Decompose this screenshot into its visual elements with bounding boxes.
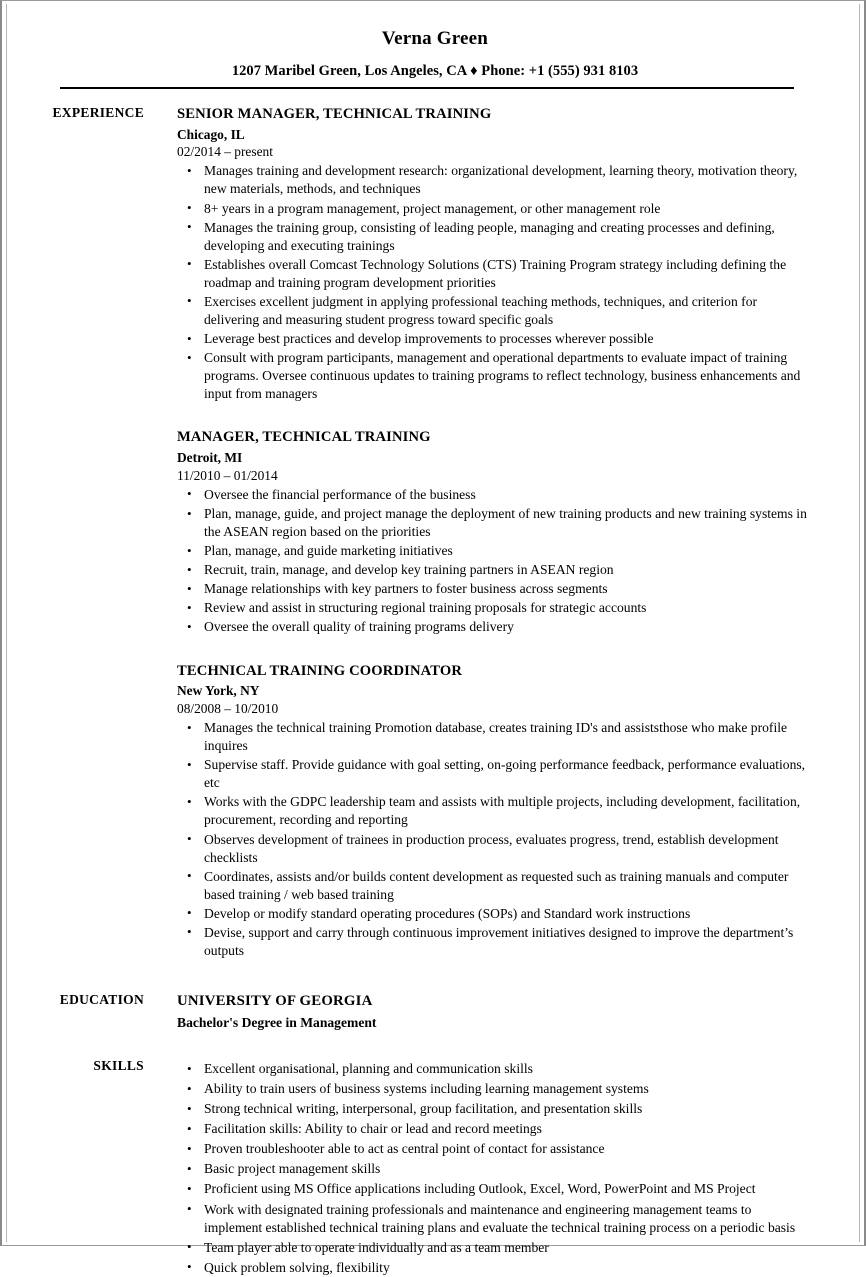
skills-body: [150, 1058, 850, 1277]
skill-item: • Proficient using MS Office applications including Outlook, Excel, Word, PowerPoint and MS Project: [177, 1180, 810, 1198]
education-degree: Bachelor's Degree in Management: [177, 1015, 377, 1031]
skill-item: • Quick problem solving, flexibility: [177, 1259, 810, 1277]
section-skills: [20, 1058, 850, 1277]
skill-item: • Excellent organisational, planning and communication skills: [177, 1060, 810, 1078]
job-title: SENIOR MANAGER, TECHNICAL TRAINING: [177, 105, 492, 122]
job-dates: 08/2008 – 10/2010: [177, 700, 279, 716]
section-education: [20, 992, 850, 1032]
skill-item: • Proven troubleshooter able to act as central point of contact for assistance: [177, 1140, 810, 1158]
resume-header: [20, 1, 850, 89]
job-responsibility-list: [177, 486, 810, 637]
job-responsibility-item: • Oversee the overall quality of training programs delivery: [177, 618, 810, 636]
skill-item: • Work with designated training professionals and maintenance and engineering management teams to implement established technical training plans and evaluate the technical training process on a periodic basis: [177, 1201, 810, 1237]
job-responsibility-item: • Establishes overall Comcast Technology Solutions (CTS) Training Program strategy including defining the roadmap and training program development priorities: [177, 256, 810, 292]
job-responsibility-item: • 8+ years in a program management, project management, or other management role: [177, 200, 810, 218]
job-responsibility-item: • Manages the technical training Promotion database, creates training ID's and assiststhose who make profile inquires: [177, 719, 810, 755]
job-responsibility-item: • Exercises excellent judgment in applying professional teaching methods, techniques, and criterion for delivering and measuring student progress toward specific goals: [177, 293, 810, 329]
job-responsibility-item: • Devise, support and carry through continuous improvement initiatives designed to improve the department’s outputs: [177, 924, 810, 960]
candidate-name: Verna Green: [381, 28, 489, 49]
job-responsibility-item: • Consult with program participants, management and operational departments to evaluate impact of training programs. Oversee continuous updates to training programs to reflect technology, business enhancements and input from managers: [177, 349, 810, 403]
job-responsibility-item: • Oversee the financial performance of the business: [177, 486, 810, 504]
job-location: New York, NY: [177, 683, 260, 699]
skill-item: • Ability to train users of business systems including learning management systems: [177, 1080, 810, 1098]
job-responsibility-item: • Develop or modify standard operating procedures (SOPs) and Standard work instructions: [177, 905, 810, 923]
job-responsibility-list: [177, 719, 810, 960]
resume-content: [2, 1, 864, 1277]
job-location: Chicago, IL: [177, 126, 245, 142]
job-responsibility-item: • Manage relationships with key partners to foster business across segments: [177, 580, 810, 598]
job-responsibility-item: • Coordinates, assists and/or builds content development as requested such as training manuals and computer based training / web based training: [177, 868, 810, 904]
job-responsibility-item: • Supervise staff. Provide guidance with goal setting, on-going performance feedback, performance evaluations, etc: [177, 756, 810, 792]
job-dates: 02/2014 – present: [177, 143, 273, 159]
experience-job: [177, 105, 810, 404]
job-responsibility-list: [177, 162, 810, 403]
job-responsibility-item: • Plan, manage, guide, and project manage the deployment of new training products and new training systems in the ASEAN region based on the priorities: [177, 505, 810, 541]
job-responsibility-item: • Recruit, train, manage, and develop key training partners in ASEAN region: [177, 561, 810, 579]
job-responsibility-item: • Observes development of trainees in production process, evaluates progress, trend, establish development checklists: [177, 831, 810, 867]
job-title: TECHNICAL TRAINING COORDINATOR: [177, 662, 463, 679]
header-divider: [60, 87, 794, 89]
skill-item: • Strong technical writing, interpersonal, group facilitation, and presentation skills: [177, 1100, 810, 1118]
job-title: MANAGER, TECHNICAL TRAINING: [177, 429, 431, 446]
section-label-experience: EXPERIENCE: [52, 104, 144, 120]
experience-job: [177, 662, 810, 961]
job-responsibility-item: • Plan, manage, and guide marketing initiatives: [177, 542, 810, 560]
skills-list: [177, 1060, 810, 1277]
education-body: [150, 992, 850, 1032]
job-responsibility-item: • Review and assist in structuring regional training proposals for strategic accounts: [177, 599, 810, 617]
skill-item: • Basic project management skills: [177, 1160, 810, 1178]
job-responsibility-item: • Leverage best practices and develop improvements to processes wherever possible: [177, 330, 810, 348]
candidate-contact-line: 1207 Maribel Green, Los Angeles, CA ♦ Phone: +1 (555) 931 8103: [231, 62, 639, 79]
job-responsibility-item: • Manages training and development research: organizational development, learning theory, motivation theory, new materials, methods, and techniques: [177, 162, 810, 198]
job-location: Detroit, MI: [177, 450, 243, 466]
section-label-skills: SKILLS: [93, 1058, 144, 1073]
skill-item: • Facilitation skills: Ability to chair or lead and record meetings: [177, 1120, 810, 1138]
education-school: UNIVERSITY OF GEORGIA: [177, 993, 373, 1010]
experience-job: [177, 428, 810, 636]
skill-item: • Team player able to operate individually and as a team member: [177, 1239, 810, 1257]
job-responsibility-item: • Manages the training group, consisting of leading people, managing and creating processes and defining, developing and executing trainings: [177, 219, 810, 255]
section-experience: [20, 105, 850, 960]
section-label-education: EDUCATION: [59, 992, 144, 1008]
job-responsibility-item: • Works with the GDPC leadership team and assists with multiple projects, including development, facilitation, procurement, recording and reporting: [177, 793, 810, 829]
job-dates: 11/2010 – 01/2014: [177, 467, 278, 483]
experience-jobs: [150, 105, 850, 960]
